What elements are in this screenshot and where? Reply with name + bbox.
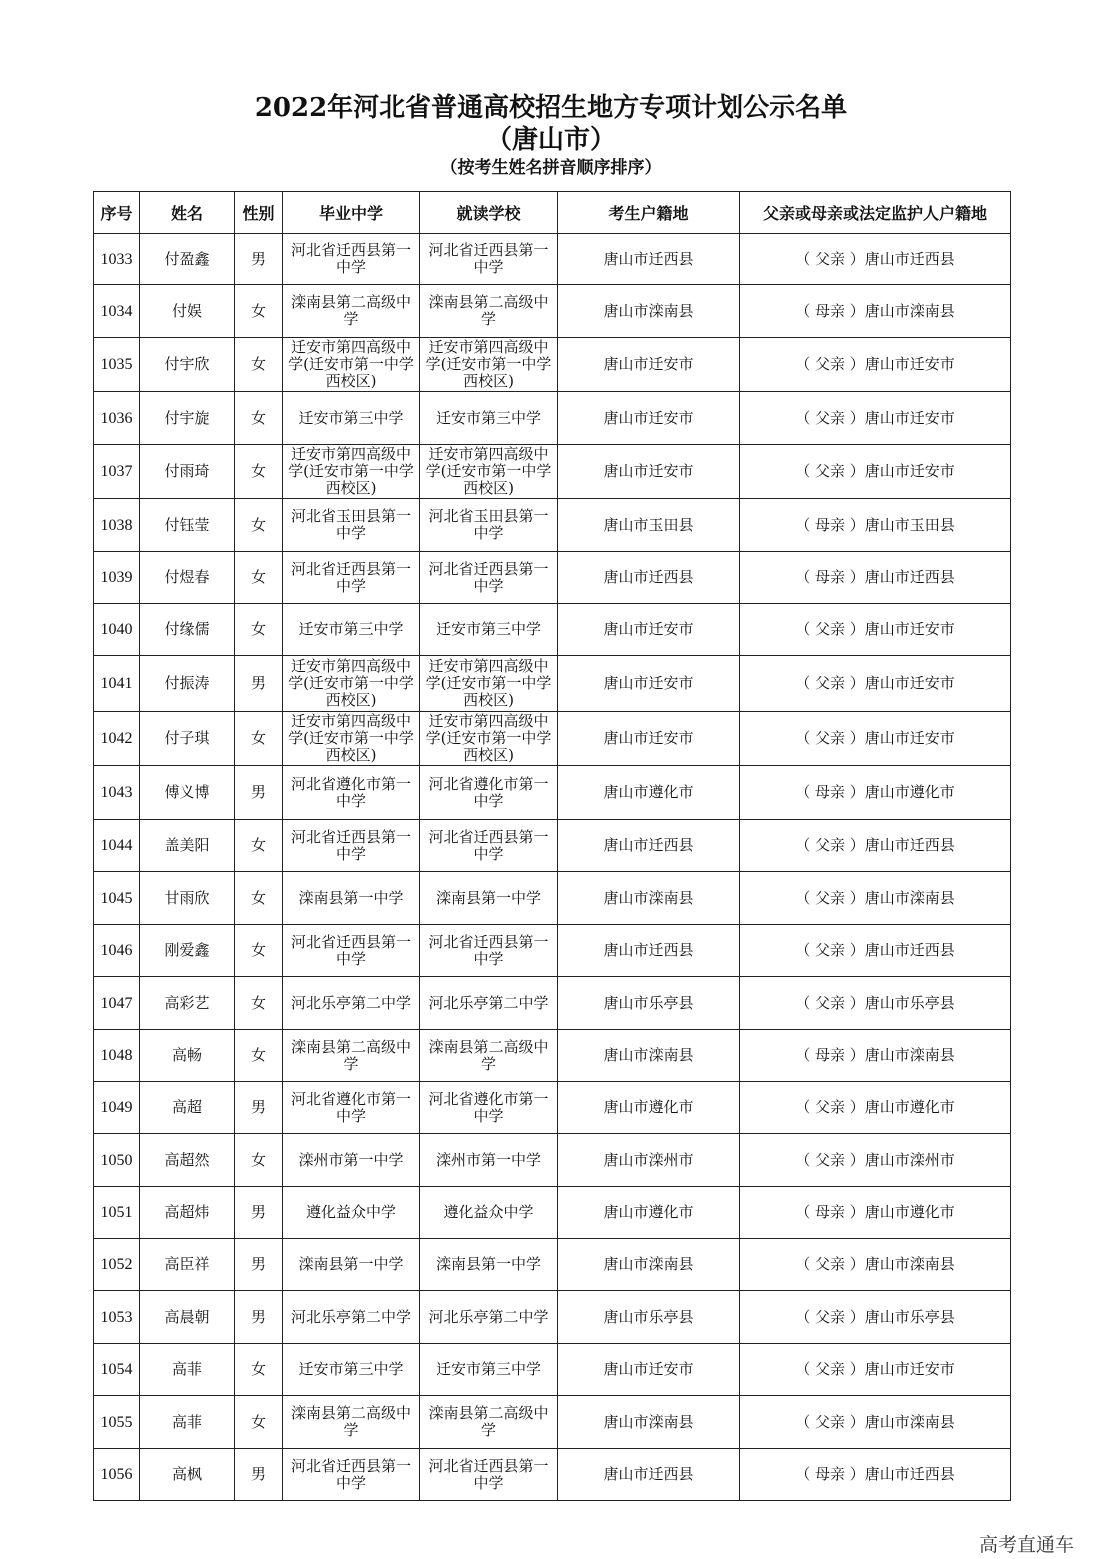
table-row [94, 1449, 1011, 1501]
parent-residence: （ 父亲 ）唐山市遵化市 [740, 1082, 1011, 1134]
student-gender: 男 [235, 234, 283, 285]
row-number: 1055 [94, 1396, 140, 1449]
parent-residence: （ 母亲 ）唐山市迁西县 [740, 552, 1011, 604]
parent-residence: （ 父亲 ）唐山市滦州市 [740, 1134, 1011, 1187]
row-number: 1046 [94, 925, 140, 977]
parent-residence: （ 母亲 ）唐山市迁西县 [740, 1449, 1011, 1501]
row-number: 1044 [94, 820, 140, 872]
parent-residence: （ 母亲 ）唐山市玉田县 [740, 499, 1011, 552]
current-school: 迁安市第四高级中学(迁安市第一中学西校区) [420, 712, 558, 766]
col-header-parent-residence: 父亲或母亲或法定监护人户籍地 [740, 192, 1011, 234]
current-school: 迁安市第四高级中学(迁安市第一中学西校区) [420, 338, 558, 392]
student-residence: 唐山市迁安市 [558, 1344, 740, 1396]
student-gender: 女 [235, 499, 283, 552]
table-row [94, 1291, 1011, 1344]
table-row [94, 1396, 1011, 1449]
student-residence: 唐山市迁安市 [558, 445, 740, 499]
student-residence: 唐山市滦南县 [558, 1030, 740, 1082]
col-header-gender: 性别 [235, 192, 283, 234]
student-residence: 唐山市迁安市 [558, 338, 740, 392]
current-school: 滦州市第一中学 [420, 1134, 558, 1187]
graduation-school: 滦南县第二高级中学 [283, 1030, 420, 1082]
row-number: 1056 [94, 1449, 140, 1501]
parent-residence: （ 父亲 ）唐山市迁安市 [740, 338, 1011, 392]
student-residence: 唐山市迁安市 [558, 392, 740, 445]
student-name: 付缘儒 [140, 604, 235, 656]
student-name: 高臣祥 [140, 1239, 235, 1291]
student-residence: 唐山市迁西县 [558, 552, 740, 604]
student-name: 刚爱鑫 [140, 925, 235, 977]
student-gender: 男 [235, 1082, 283, 1134]
watermark-text: 高考直通车 [978, 1534, 1074, 1556]
table-row [94, 392, 1011, 445]
student-gender: 女 [235, 338, 283, 392]
row-number: 1040 [94, 604, 140, 656]
student-residence: 唐山市滦南县 [558, 285, 740, 338]
graduation-school: 遵化益众中学 [283, 1187, 420, 1239]
current-school: 滦南县第一中学 [420, 872, 558, 925]
student-name: 甘雨欣 [140, 872, 235, 925]
student-residence: 唐山市乐亭县 [558, 1291, 740, 1344]
current-school: 滦南县第二高级中学 [420, 1030, 558, 1082]
current-school: 滦南县第一中学 [420, 1239, 558, 1291]
student-residence: 唐山市滦南县 [558, 872, 740, 925]
col-header-current-school: 就读学校 [420, 192, 558, 234]
student-gender: 女 [235, 552, 283, 604]
student-residence: 唐山市遵化市 [558, 766, 740, 820]
graduation-school: 滦南县第二高级中学 [283, 285, 420, 338]
student-residence: 唐山市遵化市 [558, 1187, 740, 1239]
student-gender: 男 [235, 1449, 283, 1501]
table-row [94, 656, 1011, 712]
row-number: 1052 [94, 1239, 140, 1291]
graduation-school: 迁安市第四高级中学(迁安市第一中学西校区) [283, 712, 420, 766]
student-gender: 女 [235, 1396, 283, 1449]
sort-note: （按考生姓名拼音顺序排序） [440, 158, 662, 178]
graduation-school: 河北乐亭第二中学 [283, 977, 420, 1030]
table-row [94, 604, 1011, 656]
student-residence: 唐山市滦南县 [558, 1239, 740, 1291]
table-row [94, 1344, 1011, 1396]
student-gender: 男 [235, 1291, 283, 1344]
student-name: 高超然 [140, 1134, 235, 1187]
graduation-school: 迁安市第四高级中学(迁安市第一中学西校区) [283, 445, 420, 499]
student-residence: 唐山市遵化市 [558, 1082, 740, 1134]
row-number: 1045 [94, 872, 140, 925]
graduation-school: 迁安市第三中学 [283, 604, 420, 656]
student-residence: 唐山市迁西县 [558, 925, 740, 977]
current-school: 河北省迁西县第一中学 [420, 234, 558, 285]
row-number: 1049 [94, 1082, 140, 1134]
graduation-school: 滦州市第一中学 [283, 1134, 420, 1187]
student-name: 盖美阳 [140, 820, 235, 872]
graduation-school: 河北省迁西县第一中学 [283, 820, 420, 872]
graduation-school: 河北省玉田县第一中学 [283, 499, 420, 552]
graduation-school: 滦南县第一中学 [283, 1239, 420, 1291]
table-row [94, 872, 1011, 925]
graduation-school: 河北省迁西县第一中学 [283, 552, 420, 604]
student-name: 付娱 [140, 285, 235, 338]
graduation-school: 迁安市第四高级中学(迁安市第一中学西校区) [283, 338, 420, 392]
row-number: 1050 [94, 1134, 140, 1187]
row-number: 1034 [94, 285, 140, 338]
table-row [94, 1030, 1011, 1082]
student-gender: 女 [235, 604, 283, 656]
table-row [94, 977, 1011, 1030]
student-gender: 男 [235, 656, 283, 712]
student-gender: 男 [235, 1239, 283, 1291]
parent-residence: （ 父亲 ）唐山市迁安市 [740, 712, 1011, 766]
current-school: 河北省迁西县第一中学 [420, 1449, 558, 1501]
current-school: 河北乐亭第二中学 [420, 977, 558, 1030]
student-gender: 女 [235, 392, 283, 445]
graduation-school: 滦南县第二高级中学 [283, 1396, 420, 1449]
student-residence: 唐山市滦南县 [558, 1396, 740, 1449]
table-row [94, 1239, 1011, 1291]
student-name: 高彩艺 [140, 977, 235, 1030]
current-school: 迁安市第三中学 [420, 392, 558, 445]
current-school: 遵化益众中学 [420, 1187, 558, 1239]
student-name: 高晨朝 [140, 1291, 235, 1344]
student-gender: 女 [235, 1134, 283, 1187]
row-number: 1036 [94, 392, 140, 445]
table-row [94, 820, 1011, 872]
graduation-school: 河北省迁西县第一中学 [283, 234, 420, 285]
table-row [94, 1187, 1011, 1239]
graduation-school: 河北省迁西县第一中学 [283, 925, 420, 977]
parent-residence: （ 母亲 ）唐山市滦南县 [740, 1030, 1011, 1082]
parent-residence: （ 父亲 ）唐山市迁西县 [740, 820, 1011, 872]
page-subtitle: （唐山市） [485, 125, 616, 155]
row-number: 1054 [94, 1344, 140, 1396]
student-name: 高超炜 [140, 1187, 235, 1239]
graduation-school: 迁安市第四高级中学(迁安市第一中学西校区) [283, 656, 420, 712]
table-row [94, 1134, 1011, 1187]
row-number: 1035 [94, 338, 140, 392]
parent-residence: （ 父亲 ）唐山市迁安市 [740, 445, 1011, 499]
current-school: 滦南县第二高级中学 [420, 285, 558, 338]
row-number: 1042 [94, 712, 140, 766]
col-header-no: 序号 [94, 192, 140, 234]
parent-residence: （ 母亲 ）唐山市遵化市 [740, 766, 1011, 820]
current-school: 河北省遵化市第一中学 [420, 766, 558, 820]
student-gender: 女 [235, 285, 283, 338]
table-row [94, 1082, 1011, 1134]
student-gender: 男 [235, 766, 283, 820]
current-school: 迁安市第三中学 [420, 1344, 558, 1396]
student-residence: 唐山市玉田县 [558, 499, 740, 552]
student-gender: 男 [235, 1187, 283, 1239]
table-row [94, 552, 1011, 604]
student-gender: 女 [235, 445, 283, 499]
student-name: 付雨琦 [140, 445, 235, 499]
student-gender: 女 [235, 820, 283, 872]
student-gender: 女 [235, 1030, 283, 1082]
parent-residence: （ 父亲 ）唐山市迁西县 [740, 925, 1011, 977]
table-row [94, 234, 1011, 285]
row-number: 1051 [94, 1187, 140, 1239]
parent-residence: （ 母亲 ）唐山市滦南县 [740, 285, 1011, 338]
current-school: 河北省迁西县第一中学 [420, 820, 558, 872]
current-school: 河北省遵化市第一中学 [420, 1082, 558, 1134]
student-name: 高菲 [140, 1396, 235, 1449]
current-school: 河北省迁西县第一中学 [420, 925, 558, 977]
row-number: 1048 [94, 1030, 140, 1082]
student-residence: 唐山市滦州市 [558, 1134, 740, 1187]
table-row [94, 766, 1011, 820]
student-residence: 唐山市迁安市 [558, 604, 740, 656]
row-number: 1039 [94, 552, 140, 604]
student-name: 高畅 [140, 1030, 235, 1082]
student-gender: 女 [235, 712, 283, 766]
student-name: 付振涛 [140, 656, 235, 712]
row-number: 1053 [94, 1291, 140, 1344]
parent-residence: （ 父亲 ）唐山市迁西县 [740, 234, 1011, 285]
current-school: 河北乐亭第二中学 [420, 1291, 558, 1344]
col-header-name: 姓名 [140, 192, 235, 234]
graduation-school: 迁安市第三中学 [283, 1344, 420, 1396]
parent-residence: （ 父亲 ）唐山市迁安市 [740, 604, 1011, 656]
student-name: 付子琪 [140, 712, 235, 766]
current-school: 迁安市第四高级中学(迁安市第一中学西校区) [420, 445, 558, 499]
parent-residence: （ 母亲 ）唐山市遵化市 [740, 1187, 1011, 1239]
student-gender: 女 [235, 872, 283, 925]
table-row [94, 285, 1011, 338]
table-header-row [94, 192, 1011, 234]
parent-residence: （ 父亲 ）唐山市滦南县 [740, 1239, 1011, 1291]
parent-residence: （ 父亲 ）唐山市迁安市 [740, 1344, 1011, 1396]
student-gender: 女 [235, 1344, 283, 1396]
parent-residence: （ 父亲 ）唐山市滦南县 [740, 872, 1011, 925]
row-number: 1033 [94, 234, 140, 285]
student-gender: 女 [235, 977, 283, 1030]
current-school: 滦南县第二高级中学 [420, 1396, 558, 1449]
table-row [94, 712, 1011, 766]
current-school: 河北省玉田县第一中学 [420, 499, 558, 552]
parent-residence: （ 父亲 ）唐山市乐亭县 [740, 977, 1011, 1030]
table-row [94, 499, 1011, 552]
table-row [94, 338, 1011, 392]
student-residence: 唐山市迁安市 [558, 712, 740, 766]
page-title: 2022年河北省普通高校招生地方专项计划公示名单 [254, 93, 848, 123]
current-school: 迁安市第四高级中学(迁安市第一中学西校区) [420, 656, 558, 712]
student-name: 付钰莹 [140, 499, 235, 552]
graduation-school: 河北乐亭第二中学 [283, 1291, 420, 1344]
student-residence: 唐山市迁西县 [558, 820, 740, 872]
col-header-residence: 考生户籍地 [558, 192, 740, 234]
student-residence: 唐山市迁安市 [558, 656, 740, 712]
parent-residence: （ 父亲 ）唐山市迁安市 [740, 656, 1011, 712]
student-name: 高菲 [140, 1344, 235, 1396]
student-name: 付宇欣 [140, 338, 235, 392]
row-number: 1043 [94, 766, 140, 820]
row-number: 1038 [94, 499, 140, 552]
table-row [94, 445, 1011, 499]
parent-residence: （ 父亲 ）唐山市滦南县 [740, 1396, 1011, 1449]
current-school: 河北省迁西县第一中学 [420, 552, 558, 604]
student-residence: 唐山市乐亭县 [558, 977, 740, 1030]
col-header-grad-school: 毕业中学 [283, 192, 420, 234]
row-number: 1047 [94, 977, 140, 1030]
student-name: 付宇旋 [140, 392, 235, 445]
row-number: 1041 [94, 656, 140, 712]
student-gender: 女 [235, 925, 283, 977]
student-name: 傅义博 [140, 766, 235, 820]
current-school: 迁安市第三中学 [420, 604, 558, 656]
student-name: 付盈鑫 [140, 234, 235, 285]
student-residence: 唐山市迁西县 [558, 234, 740, 285]
graduation-school: 滦南县第一中学 [283, 872, 420, 925]
student-name: 高枫 [140, 1449, 235, 1501]
row-number: 1037 [94, 445, 140, 499]
student-name: 付煜春 [140, 552, 235, 604]
table-row [94, 925, 1011, 977]
graduation-school: 河北省遵化市第一中学 [283, 1082, 420, 1134]
parent-residence: （ 父亲 ）唐山市乐亭县 [740, 1291, 1011, 1344]
graduation-school: 河北省迁西县第一中学 [283, 1449, 420, 1501]
graduation-school: 迁安市第三中学 [283, 392, 420, 445]
student-residence: 唐山市迁西县 [558, 1449, 740, 1501]
student-name: 高超 [140, 1082, 235, 1134]
roster-table [93, 191, 1011, 1501]
parent-residence: （ 父亲 ）唐山市迁安市 [740, 392, 1011, 445]
graduation-school: 河北省遵化市第一中学 [283, 766, 420, 820]
